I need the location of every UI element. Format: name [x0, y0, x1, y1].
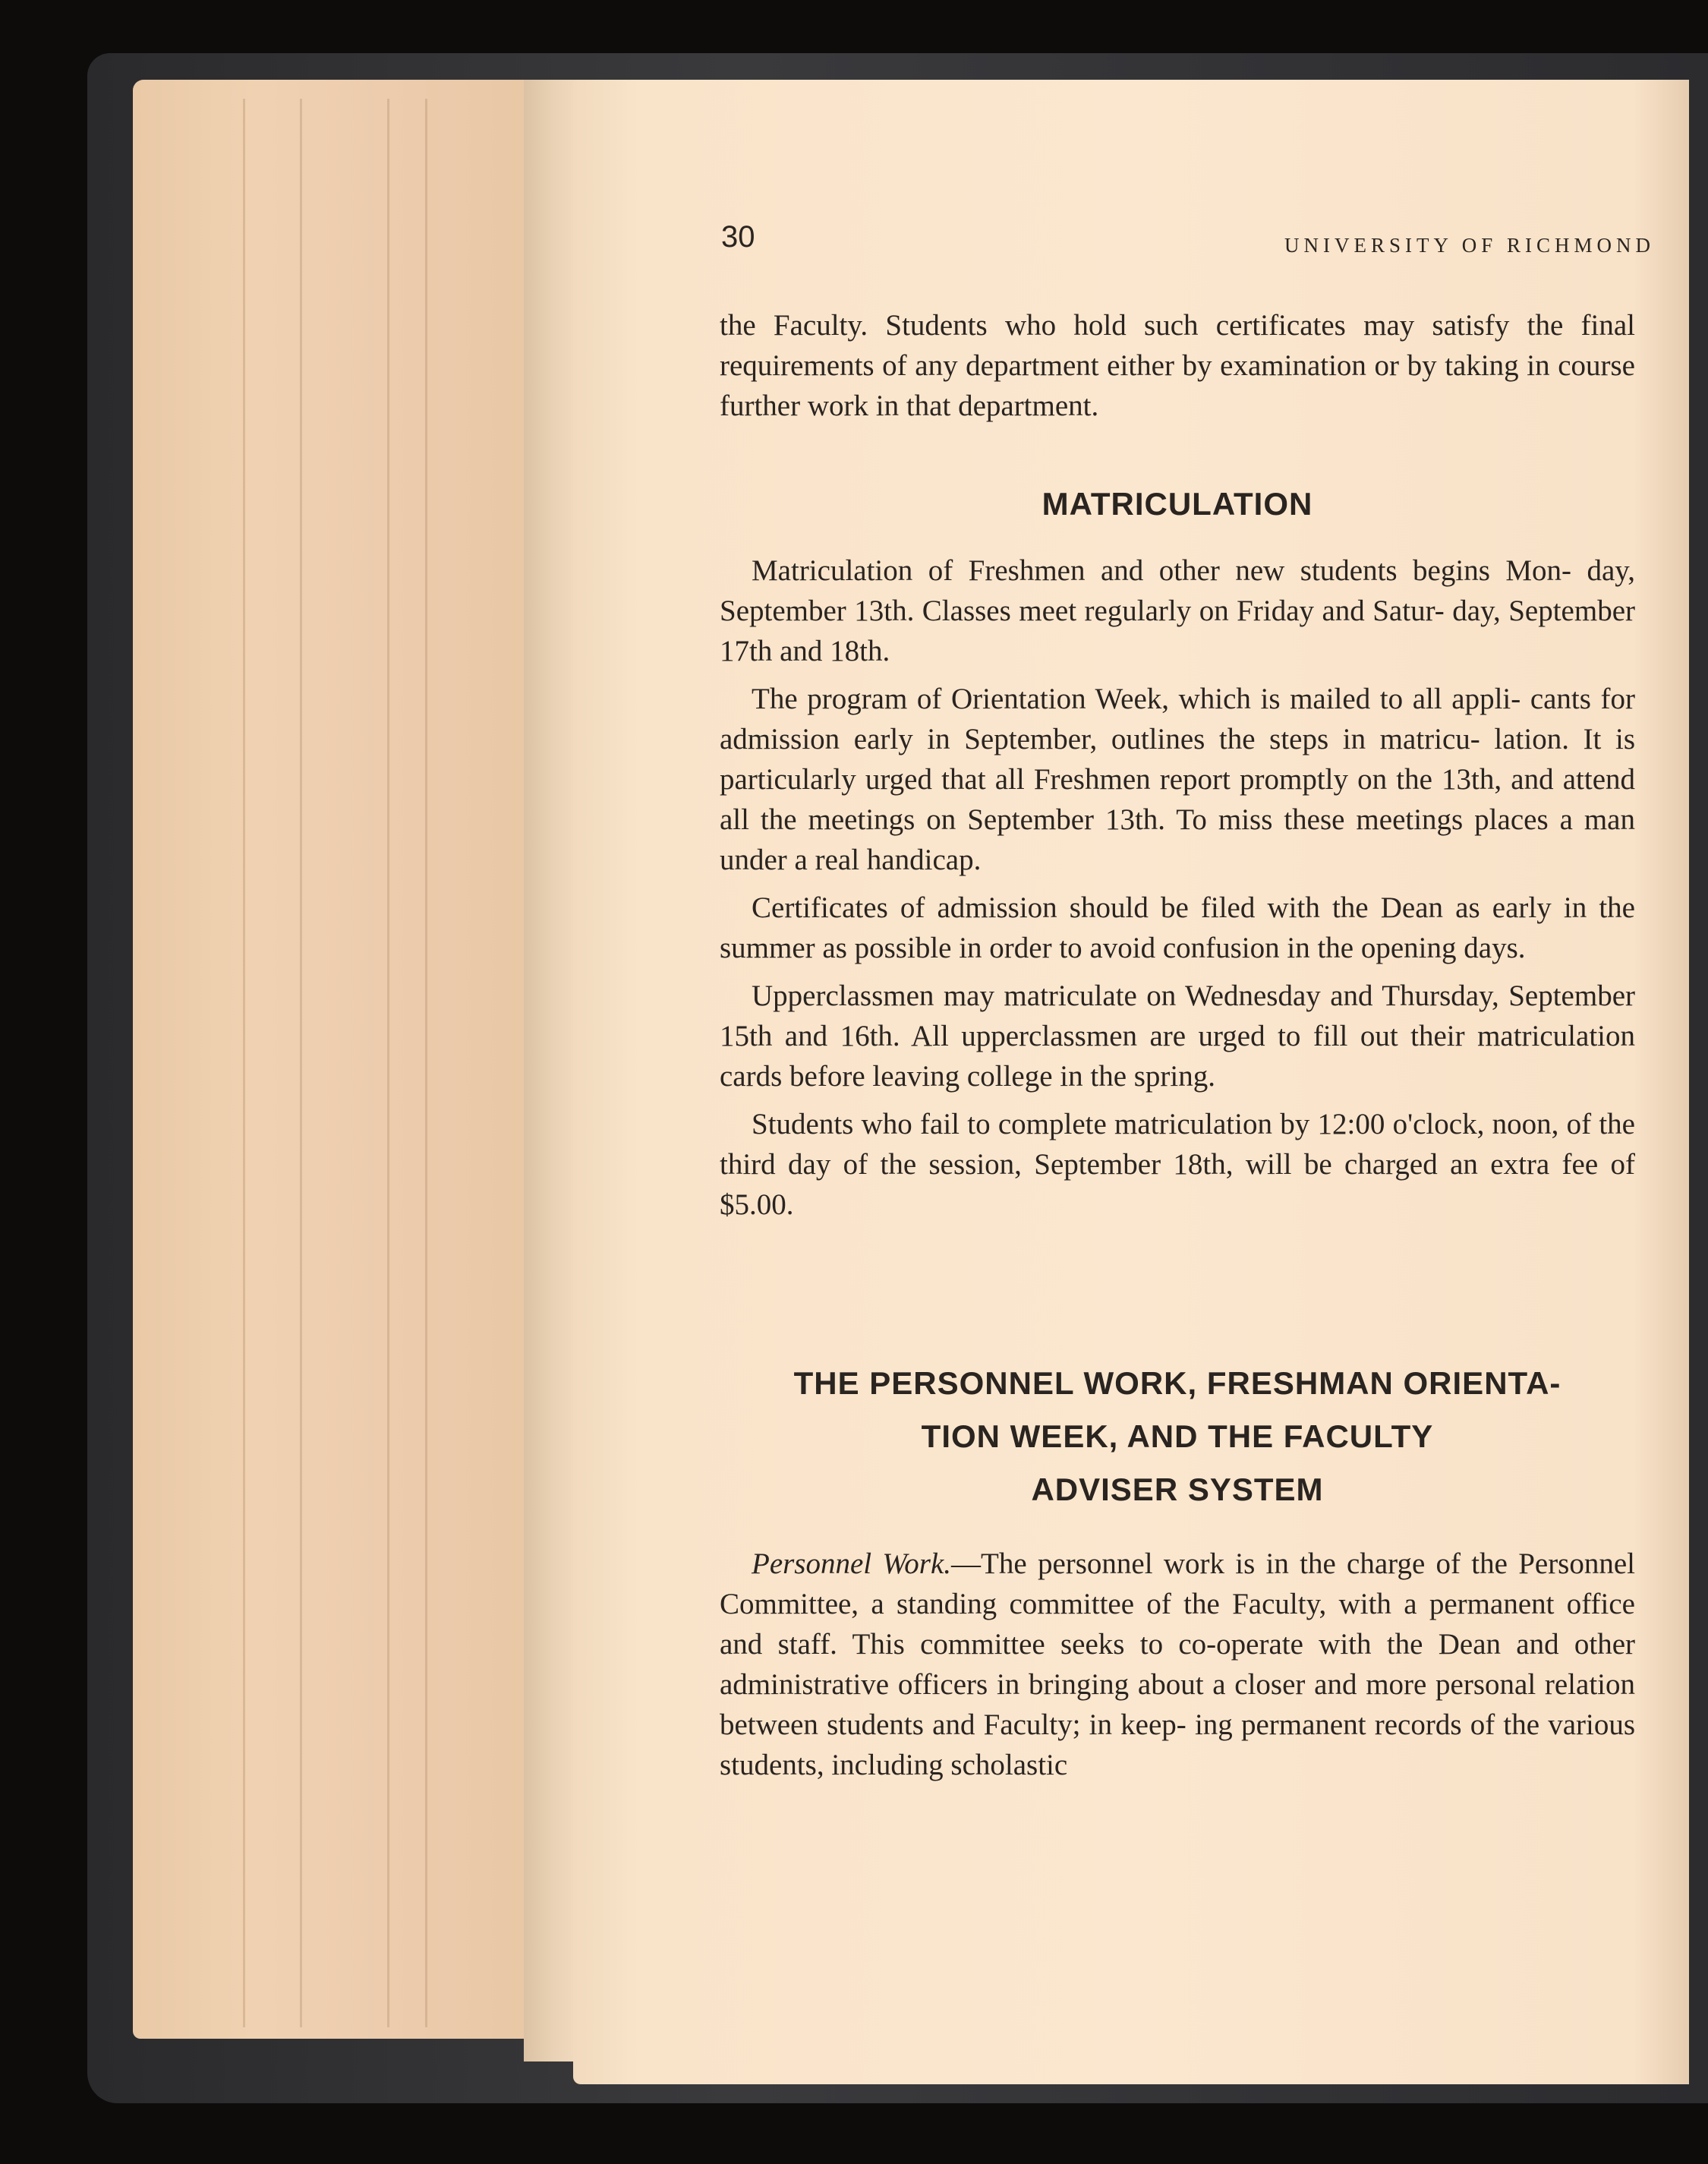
heading-line: THE PERSONNEL WORK, FRESHMAN ORIENTA- — [793, 1365, 1561, 1401]
text-line: the Faculty. Students who hold such certificates may satisfy the — [720, 309, 1564, 342]
page-edge-line — [387, 99, 389, 2027]
text-line: noon, of the third day of the session, September 18th, will be charged — [720, 1108, 1635, 1181]
text-line: September 15th and 16th. All upperclassmen are urged to fill out — [720, 979, 1635, 1052]
text-line: and more personal relation between students and Faculty; in keep- — [720, 1668, 1636, 1741]
text-line: days. — [1464, 932, 1526, 964]
text-line: ing permanent records of the various students, including scholastic — [720, 1708, 1636, 1781]
text-line: their matriculation cards before leaving college in the spring. — [720, 1020, 1635, 1093]
text-line: Personnel Committee, a standing committee of the Faculty, with a — [720, 1547, 1635, 1620]
paragraph — [720, 1544, 1635, 1785]
matriculation-section — [720, 550, 1635, 1225]
text-line: these meetings places a man under a real handicap. — [720, 803, 1635, 876]
page-edges — [133, 80, 547, 2039]
continuation-paragraph — [720, 305, 1635, 426]
text-line: cants for admission early in September, outlines the steps in matricu- — [720, 683, 1635, 756]
text-line: an extra fee of $5.00. — [720, 1148, 1635, 1221]
text-line: Certificates of admission should be filed with the Dean as early in — [752, 891, 1587, 924]
page-number: 30 — [721, 220, 755, 254]
text-line: The program of Orientation Week, which is mailed to all appli- — [752, 683, 1521, 715]
section-heading-personnel — [720, 1357, 1635, 1516]
text-line: final requirements of any department either by examination or by — [720, 309, 1636, 382]
paragraph — [720, 1104, 1635, 1225]
paragraph — [720, 888, 1635, 968]
text-line: on the 13th, and attend all the meetings on September 13th. To miss — [720, 763, 1636, 836]
running-head: UNIVERSITY OF RICHMOND — [1284, 234, 1655, 257]
text-line: —The personnel work is in the charge of the — [951, 1547, 1508, 1580]
section-heading-matriculation: MATRICULATION — [1042, 486, 1313, 522]
text-line: lation. It is particularly urged that all Freshmen report promptly — [720, 723, 1636, 796]
text-line: the summer as possible in order to avoid confusion in the opening — [720, 891, 1635, 964]
runin-heading: Personnel Work. — [752, 1547, 952, 1580]
text-line: permanent office and staff. This committee seeks to co-operate with — [720, 1588, 1635, 1661]
paragraph — [720, 976, 1635, 1096]
text-line: Matriculation of Freshmen and other new students begins Mon- — [752, 554, 1572, 587]
heading-line: TION WEEK, AND THE FACULTY — [921, 1418, 1434, 1454]
text-line: day, September 17th and 18th. — [720, 595, 1635, 667]
text-line: day, September 13th. Classes meet regularly on Friday and Satur- — [720, 554, 1636, 627]
page-edge-line — [425, 99, 427, 2027]
text-line: Upperclassmen may matriculate on Wednesday and Thursday, — [752, 979, 1499, 1012]
text-line: Students who fail to complete matriculation by 12:00 o'clock, — [752, 1108, 1485, 1140]
text-line: taking in course further work in that department. — [720, 349, 1635, 422]
page-edge-line — [300, 99, 302, 2027]
paragraph — [720, 679, 1635, 880]
heading-line: ADVISER SYSTEM — [1031, 1472, 1324, 1507]
text-line: the Dean and other administrative officers in bringing about a closer — [720, 1628, 1636, 1701]
paragraph — [720, 550, 1635, 671]
personnel-section — [720, 1544, 1635, 1785]
page-edge-line — [243, 99, 245, 2027]
page-header — [721, 220, 1655, 266]
